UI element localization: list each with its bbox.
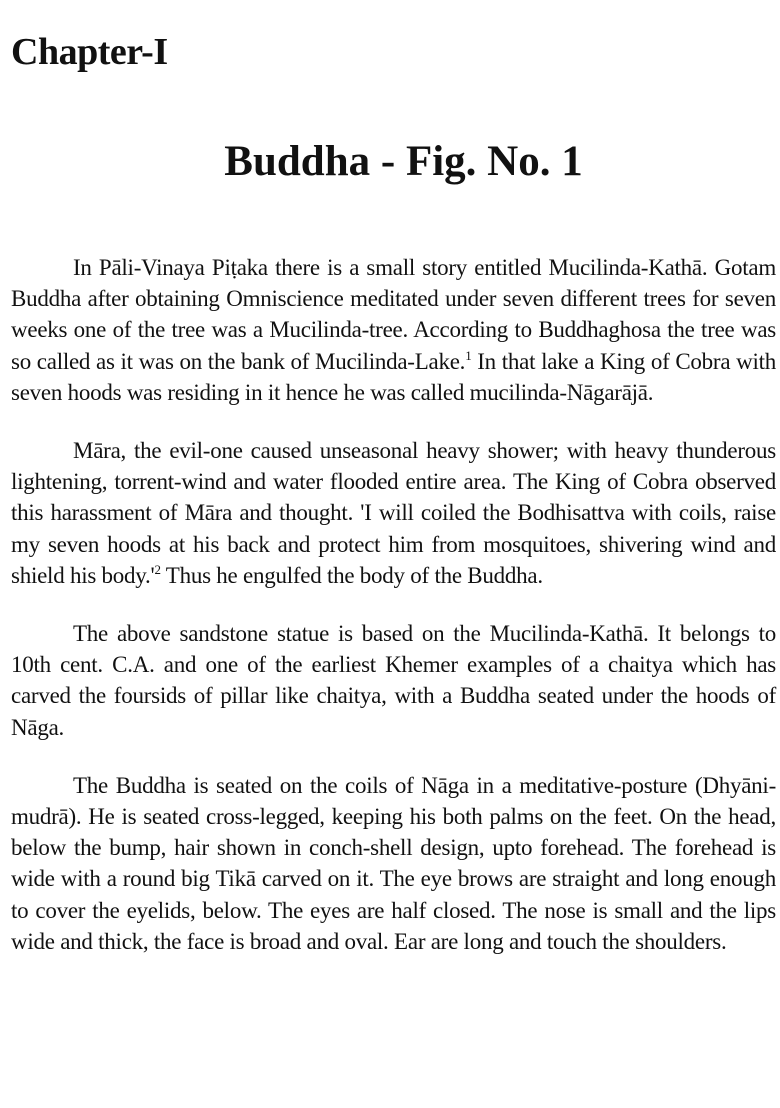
chapter-heading: Chapter-I — [11, 31, 168, 73]
paragraph-mara — [11, 435, 776, 591]
footnote-ref-2: 2 — [154, 561, 161, 577]
paragraph-buddha-description: The Buddha is seated on the coils of Nāga in a meditative-posture (Dhyāni-mudrā). He is seated cross-legged, keeping his both palms on the feet. On the head, below the bump, hair shown in conch-shell design, upto forehead. The forehead is wide with a round big Tikā carved on it. The eye brows are straight and long enough to cover the eyelids, below. The eyes are half closed. The nose is small and the lips wide and thick, the face is broad and oval. Ear are long and touch the shoulders. — [11, 772, 776, 954]
paragraph-sandstone-statue: The above sandstone statue is based on the Mucilinda-Kathā. It belongs to 10th cent. C.A. and one of the earliest Khemer examples of a chaitya which has carved the foursids of pillar like chaitya, with a Buddha seated under the hoods of Nāga. — [11, 621, 776, 740]
body-text — [11, 252, 776, 984]
footnote-ref-1: 1 — [465, 347, 472, 363]
paragraph-text: In Pāli-Vinaya Piṭaka there is a small story entitled Mucilinda-Kathā. Gotam Buddha after obtaining Omniscience meditated under seven different trees for seven weeks one of the tree was a Mucilinda-tree. According to Buddhaghosa the tree was so called as it was on the bank of Mucilinda-Lake. — [11, 255, 776, 374]
paragraph-text: In that lake a King of Cobra with seven hoods was residing in it hence he was called mucilinda-Nāgarājā. — [11, 348, 777, 405]
figure-title: Buddha - Fig. No. 1 — [224, 138, 583, 185]
paragraph-text: Thus he engulfed the body of the Buddha. — [160, 562, 543, 588]
paragraph-mucilinda-katha — [11, 252, 776, 408]
paragraph-text: Māra, the evil-one caused unseasonal heavy shower; with heavy thunderous lightening, torrent-wind and water flooded entire area. The King of Cobra observed this harassment of Māra and thought. 'I will coiled the Bodhisattva with coils, raise my seven hoods at his back and protect him from mosquitoes, shivering wind and shield his body.' — [11, 438, 776, 588]
